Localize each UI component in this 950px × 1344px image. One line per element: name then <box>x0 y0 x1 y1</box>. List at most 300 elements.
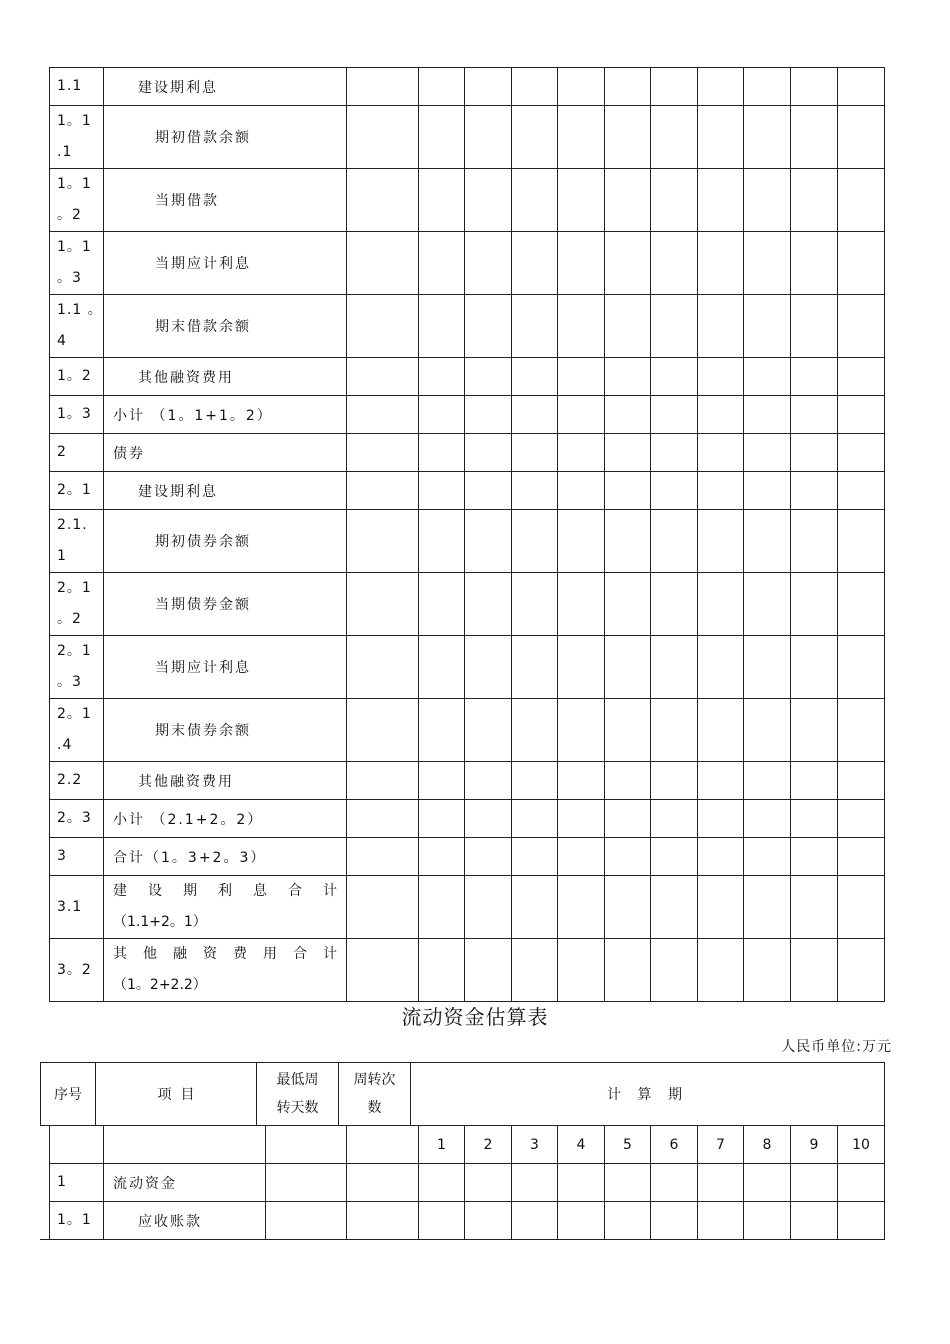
value-cell[interactable] <box>698 1202 744 1240</box>
table-row <box>50 636 885 699</box>
value-cell[interactable] <box>347 876 419 939</box>
value-cell[interactable] <box>651 68 698 106</box>
header-period <box>411 1063 885 1126</box>
value-cell[interactable] <box>698 939 744 1002</box>
value-cell[interactable] <box>512 434 558 472</box>
value-cell[interactable] <box>465 232 512 295</box>
value-cell[interactable] <box>744 434 791 472</box>
value-cell[interactable] <box>347 636 419 699</box>
value-cell[interactable] <box>651 573 698 636</box>
row-item-name: 期末借款余额 <box>104 295 347 358</box>
value-cell[interactable] <box>744 106 791 169</box>
value-cell[interactable] <box>744 295 791 358</box>
value-cell[interactable] <box>838 1164 885 1202</box>
row-item-name-line1 <box>113 939 337 970</box>
table-row <box>50 396 885 434</box>
period-header-2: 2 <box>465 1126 512 1164</box>
value-cell[interactable] <box>605 800 651 838</box>
value-cell[interactable] <box>558 1202 605 1240</box>
value-cell[interactable] <box>791 876 838 939</box>
row-item-name: 其他融资费用 <box>104 762 347 800</box>
value-cell[interactable] <box>347 472 419 510</box>
row-number: 1。1 。3 <box>50 232 104 295</box>
value-cell[interactable] <box>838 232 885 295</box>
value-cell[interactable] <box>651 510 698 573</box>
value-cell[interactable] <box>419 838 465 876</box>
value-cell[interactable] <box>419 573 465 636</box>
row-item-char: 设 <box>148 883 162 899</box>
value-cell[interactable] <box>651 106 698 169</box>
value-cell[interactable] <box>605 699 651 762</box>
value-cell[interactable] <box>838 295 885 358</box>
value-cell[interactable] <box>558 838 605 876</box>
value-cell[interactable] <box>558 510 605 573</box>
value-cell[interactable] <box>419 295 465 358</box>
value-cell[interactable] <box>838 800 885 838</box>
value-cell[interactable] <box>558 68 605 106</box>
period-header-row <box>50 1126 885 1164</box>
value-cell[interactable] <box>605 68 651 106</box>
table-row <box>50 472 885 510</box>
header-min-days <box>257 1063 339 1126</box>
value-cell[interactable] <box>512 1202 558 1240</box>
empty-header-cell <box>104 1126 266 1164</box>
value-cell[interactable] <box>605 106 651 169</box>
value-cell[interactable] <box>698 1164 744 1202</box>
value-cell[interactable] <box>465 838 512 876</box>
value-cell[interactable] <box>605 636 651 699</box>
value-cell[interactable] <box>512 636 558 699</box>
value-cell[interactable] <box>651 762 698 800</box>
value-cell[interactable] <box>744 1202 791 1240</box>
value-cell[interactable] <box>698 876 744 939</box>
value-cell[interactable] <box>838 636 885 699</box>
period-header-7: 7 <box>698 1126 744 1164</box>
row-number: 2。1 .4 <box>50 699 104 762</box>
value-cell[interactable] <box>347 1164 419 1202</box>
row-number: 1.1 。4 <box>50 295 104 358</box>
value-cell[interactable] <box>419 876 465 939</box>
value-cell[interactable] <box>791 358 838 396</box>
value-cell[interactable] <box>744 169 791 232</box>
value-cell[interactable] <box>512 762 558 800</box>
value-cell[interactable] <box>558 636 605 699</box>
value-cell[interactable] <box>465 434 512 472</box>
row-item-name-line1 <box>113 876 337 907</box>
value-cell[interactable] <box>605 295 651 358</box>
value-cell[interactable] <box>419 472 465 510</box>
value-cell[interactable] <box>512 106 558 169</box>
value-cell[interactable] <box>347 434 419 472</box>
value-cell[interactable] <box>419 68 465 106</box>
table-row <box>50 800 885 838</box>
value-cell[interactable] <box>605 358 651 396</box>
value-cell[interactable] <box>838 106 885 169</box>
value-cell[interactable] <box>791 636 838 699</box>
value-cell[interactable] <box>512 800 558 838</box>
period-header-8: 8 <box>744 1126 791 1164</box>
value-cell[interactable] <box>558 232 605 295</box>
value-cell[interactable] <box>347 68 419 106</box>
header-turnover-line2: 数 <box>367 1100 382 1116</box>
value-cell[interactable] <box>465 636 512 699</box>
period-header-5: 5 <box>605 1126 651 1164</box>
row-item-name: 期初债券余额 <box>104 510 347 573</box>
value-cell[interactable] <box>791 169 838 232</box>
value-cell[interactable] <box>347 169 419 232</box>
row-number: 2。1 。2 <box>50 573 104 636</box>
value-cell[interactable] <box>465 699 512 762</box>
value-cell[interactable] <box>605 876 651 939</box>
row-item-char: 息 <box>253 883 267 899</box>
value-cell[interactable] <box>558 295 605 358</box>
value-cell[interactable] <box>791 434 838 472</box>
table-edge-stub <box>40 1239 50 1240</box>
value-cell[interactable] <box>419 434 465 472</box>
value-cell[interactable] <box>744 636 791 699</box>
value-cell[interactable] <box>698 699 744 762</box>
value-cell[interactable] <box>838 68 885 106</box>
value-cell[interactable] <box>605 573 651 636</box>
value-cell[interactable] <box>651 169 698 232</box>
row-item-char: 他 <box>143 946 157 962</box>
value-cell[interactable] <box>791 295 838 358</box>
table-row <box>50 699 885 762</box>
value-cell[interactable] <box>698 510 744 573</box>
value-cell[interactable] <box>651 939 698 1002</box>
row-number: 2。3 <box>50 800 104 838</box>
value-cell[interactable] <box>698 396 744 434</box>
row-item-name: 期末债券余额 <box>104 699 347 762</box>
value-cell[interactable] <box>651 699 698 762</box>
value-cell[interactable] <box>465 169 512 232</box>
table-row <box>50 1164 885 1202</box>
value-cell[interactable] <box>651 295 698 358</box>
row-item-name: 流动资金 <box>104 1164 266 1202</box>
value-cell[interactable] <box>266 1202 347 1240</box>
header-turnover <box>339 1063 411 1126</box>
value-cell[interactable] <box>347 106 419 169</box>
value-cell[interactable] <box>419 106 465 169</box>
value-cell[interactable] <box>651 636 698 699</box>
value-cell[interactable] <box>419 762 465 800</box>
value-cell[interactable] <box>651 472 698 510</box>
value-cell[interactable] <box>838 939 885 1002</box>
value-cell[interactable] <box>419 1202 465 1240</box>
value-cell[interactable] <box>558 106 605 169</box>
value-cell[interactable] <box>838 1202 885 1240</box>
value-cell[interactable] <box>419 939 465 1002</box>
row-item-name: 其他融资费用 <box>104 358 347 396</box>
value-cell[interactable] <box>465 472 512 510</box>
value-cell[interactable] <box>838 358 885 396</box>
working-capital-table <box>49 1125 885 1240</box>
row-item-char: 费 <box>233 946 247 962</box>
table-row <box>50 510 885 573</box>
row-number: 1。1 .1 <box>50 106 104 169</box>
value-cell[interactable] <box>605 169 651 232</box>
value-cell[interactable] <box>465 762 512 800</box>
value-cell[interactable] <box>838 573 885 636</box>
value-cell[interactable] <box>558 472 605 510</box>
value-cell[interactable] <box>698 434 744 472</box>
value-cell[interactable] <box>838 838 885 876</box>
value-cell[interactable] <box>512 1164 558 1202</box>
value-cell[interactable] <box>558 169 605 232</box>
value-cell[interactable] <box>651 434 698 472</box>
value-cell[interactable] <box>465 800 512 838</box>
value-cell[interactable] <box>698 358 744 396</box>
value-cell[interactable] <box>347 800 419 838</box>
value-cell[interactable] <box>744 232 791 295</box>
value-cell[interactable] <box>838 876 885 939</box>
value-cell[interactable] <box>419 169 465 232</box>
value-cell[interactable] <box>512 295 558 358</box>
value-cell[interactable] <box>347 358 419 396</box>
value-cell[interactable] <box>512 232 558 295</box>
row-item-char: 资 <box>203 946 217 962</box>
working-capital-header-table <box>40 1062 885 1126</box>
table-row <box>50 295 885 358</box>
table-row <box>50 434 885 472</box>
row-number: 1。1 。2 <box>50 169 104 232</box>
value-cell[interactable] <box>744 510 791 573</box>
value-cell[interactable] <box>465 876 512 939</box>
value-cell[interactable] <box>791 573 838 636</box>
value-cell[interactable] <box>651 1164 698 1202</box>
value-cell[interactable] <box>419 232 465 295</box>
currency-unit-label: 人民币单位:万元 <box>781 1039 892 1055</box>
value-cell[interactable] <box>347 838 419 876</box>
value-cell[interactable] <box>744 939 791 1002</box>
value-cell[interactable] <box>838 762 885 800</box>
value-cell[interactable] <box>744 1164 791 1202</box>
value-cell[interactable] <box>465 573 512 636</box>
value-cell[interactable] <box>605 472 651 510</box>
value-cell[interactable] <box>698 838 744 876</box>
value-cell[interactable] <box>838 510 885 573</box>
value-cell[interactable] <box>419 1164 465 1202</box>
value-cell[interactable] <box>512 876 558 939</box>
row-number: 2。1 。3 <box>50 636 104 699</box>
value-cell[interactable] <box>419 800 465 838</box>
value-cell[interactable] <box>347 699 419 762</box>
value-cell[interactable] <box>605 232 651 295</box>
value-cell[interactable] <box>698 762 744 800</box>
value-cell[interactable] <box>791 800 838 838</box>
value-cell[interactable] <box>605 838 651 876</box>
value-cell[interactable] <box>558 876 605 939</box>
table-row <box>50 1202 885 1240</box>
row-number: 2。1 <box>50 472 104 510</box>
value-cell[interactable] <box>744 762 791 800</box>
value-cell[interactable] <box>558 800 605 838</box>
value-cell[interactable] <box>465 396 512 434</box>
value-cell[interactable] <box>698 232 744 295</box>
value-cell[interactable] <box>651 838 698 876</box>
table-row <box>50 169 885 232</box>
row-number: 3。2 <box>50 939 104 1002</box>
table-row <box>50 573 885 636</box>
row-number: 3.1 <box>50 876 104 939</box>
empty-header-cell <box>50 1126 104 1164</box>
value-cell[interactable] <box>698 106 744 169</box>
row-number: 3 <box>50 838 104 876</box>
value-cell[interactable] <box>605 396 651 434</box>
value-cell[interactable] <box>558 699 605 762</box>
value-cell[interactable] <box>744 358 791 396</box>
value-cell[interactable] <box>419 396 465 434</box>
value-cell[interactable] <box>791 396 838 434</box>
value-cell[interactable] <box>791 510 838 573</box>
row-item-char: 计 <box>323 946 337 962</box>
value-cell[interactable] <box>347 762 419 800</box>
value-cell[interactable] <box>791 838 838 876</box>
value-cell[interactable] <box>465 1164 512 1202</box>
value-cell[interactable] <box>419 358 465 396</box>
value-cell[interactable] <box>651 1202 698 1240</box>
row-item-name <box>104 939 347 1002</box>
row-item-name: 当期借款 <box>104 169 347 232</box>
value-cell[interactable] <box>512 573 558 636</box>
value-cell[interactable] <box>465 358 512 396</box>
value-cell[interactable] <box>266 1164 347 1202</box>
row-item-name: 当期应计利息 <box>104 636 347 699</box>
value-cell[interactable] <box>744 472 791 510</box>
value-cell[interactable] <box>651 358 698 396</box>
value-cell[interactable] <box>698 68 744 106</box>
value-cell[interactable] <box>347 396 419 434</box>
value-cell[interactable] <box>347 939 419 1002</box>
value-cell[interactable] <box>347 510 419 573</box>
value-cell[interactable] <box>651 232 698 295</box>
value-cell[interactable] <box>651 396 698 434</box>
value-cell[interactable] <box>838 434 885 472</box>
value-cell[interactable] <box>347 232 419 295</box>
table-row <box>50 232 885 295</box>
value-cell[interactable] <box>838 472 885 510</box>
value-cell[interactable] <box>698 573 744 636</box>
value-cell[interactable] <box>791 68 838 106</box>
value-cell[interactable] <box>605 1164 651 1202</box>
row-number: 2.1. 1 <box>50 510 104 573</box>
value-cell[interactable] <box>698 800 744 838</box>
row-item-char: 计 <box>323 883 337 899</box>
row-item-name: 小计 （2.1+2。2） <box>104 800 347 838</box>
value-cell[interactable] <box>512 939 558 1002</box>
value-cell[interactable] <box>698 169 744 232</box>
value-cell[interactable] <box>558 762 605 800</box>
value-cell[interactable] <box>419 636 465 699</box>
value-cell[interactable] <box>419 699 465 762</box>
period-header-9: 9 <box>791 1126 838 1164</box>
value-cell[interactable] <box>651 876 698 939</box>
table-row <box>50 358 885 396</box>
value-cell[interactable] <box>347 573 419 636</box>
period-header-3: 3 <box>512 1126 558 1164</box>
row-item-char: 用 <box>263 946 277 962</box>
table-row <box>50 939 885 1002</box>
value-cell[interactable] <box>512 472 558 510</box>
table-row <box>50 106 885 169</box>
value-cell[interactable] <box>744 68 791 106</box>
value-cell[interactable] <box>558 939 605 1002</box>
value-cell[interactable] <box>744 800 791 838</box>
value-cell[interactable] <box>465 1202 512 1240</box>
row-item-name: 建设期利息 <box>104 472 347 510</box>
value-cell[interactable] <box>347 295 419 358</box>
value-cell[interactable] <box>512 699 558 762</box>
value-cell[interactable] <box>605 939 651 1002</box>
value-cell[interactable] <box>791 699 838 762</box>
value-cell[interactable] <box>698 472 744 510</box>
value-cell[interactable] <box>744 876 791 939</box>
table-row <box>50 762 885 800</box>
value-cell[interactable] <box>791 106 838 169</box>
value-cell[interactable] <box>558 573 605 636</box>
value-cell[interactable] <box>605 434 651 472</box>
value-cell[interactable] <box>791 762 838 800</box>
header-seq: 序号 <box>41 1063 96 1126</box>
value-cell[interactable] <box>791 1164 838 1202</box>
value-cell[interactable] <box>698 295 744 358</box>
value-cell[interactable] <box>838 169 885 232</box>
value-cell[interactable] <box>465 106 512 169</box>
value-cell[interactable] <box>558 434 605 472</box>
header-min-days-line1: 最低周 <box>276 1072 319 1088</box>
value-cell[interactable] <box>347 1202 419 1240</box>
value-cell[interactable] <box>512 68 558 106</box>
table-row <box>50 68 885 106</box>
value-cell[interactable] <box>838 396 885 434</box>
value-cell[interactable] <box>512 510 558 573</box>
value-cell[interactable] <box>605 510 651 573</box>
row-item-name: 小计 （1。1+1。2） <box>104 396 347 434</box>
value-cell[interactable] <box>512 169 558 232</box>
value-cell[interactable] <box>558 358 605 396</box>
row-item-name: 合计（1。3+2。3） <box>104 838 347 876</box>
value-cell[interactable] <box>465 68 512 106</box>
table-row <box>50 876 885 939</box>
value-cell[interactable] <box>558 1164 605 1202</box>
row-number: 2.2 <box>50 762 104 800</box>
value-cell[interactable] <box>605 1202 651 1240</box>
financing-cost-table <box>49 67 885 1002</box>
value-cell[interactable] <box>744 699 791 762</box>
value-cell[interactable] <box>651 800 698 838</box>
value-cell[interactable] <box>791 1202 838 1240</box>
value-cell[interactable] <box>419 510 465 573</box>
value-cell[interactable] <box>512 358 558 396</box>
value-cell[interactable] <box>744 396 791 434</box>
value-cell[interactable] <box>744 838 791 876</box>
value-cell[interactable] <box>838 699 885 762</box>
value-cell[interactable] <box>512 396 558 434</box>
value-cell[interactable] <box>465 510 512 573</box>
row-item-name: 当期应计利息 <box>104 232 347 295</box>
value-cell[interactable] <box>465 295 512 358</box>
value-cell[interactable] <box>791 472 838 510</box>
row-item-name: 应收账款 <box>104 1202 266 1240</box>
value-cell[interactable] <box>698 636 744 699</box>
value-cell[interactable] <box>512 838 558 876</box>
value-cell[interactable] <box>558 396 605 434</box>
value-cell[interactable] <box>791 939 838 1002</box>
value-cell[interactable] <box>744 573 791 636</box>
value-cell[interactable] <box>791 232 838 295</box>
value-cell[interactable] <box>605 762 651 800</box>
value-cell[interactable] <box>465 939 512 1002</box>
